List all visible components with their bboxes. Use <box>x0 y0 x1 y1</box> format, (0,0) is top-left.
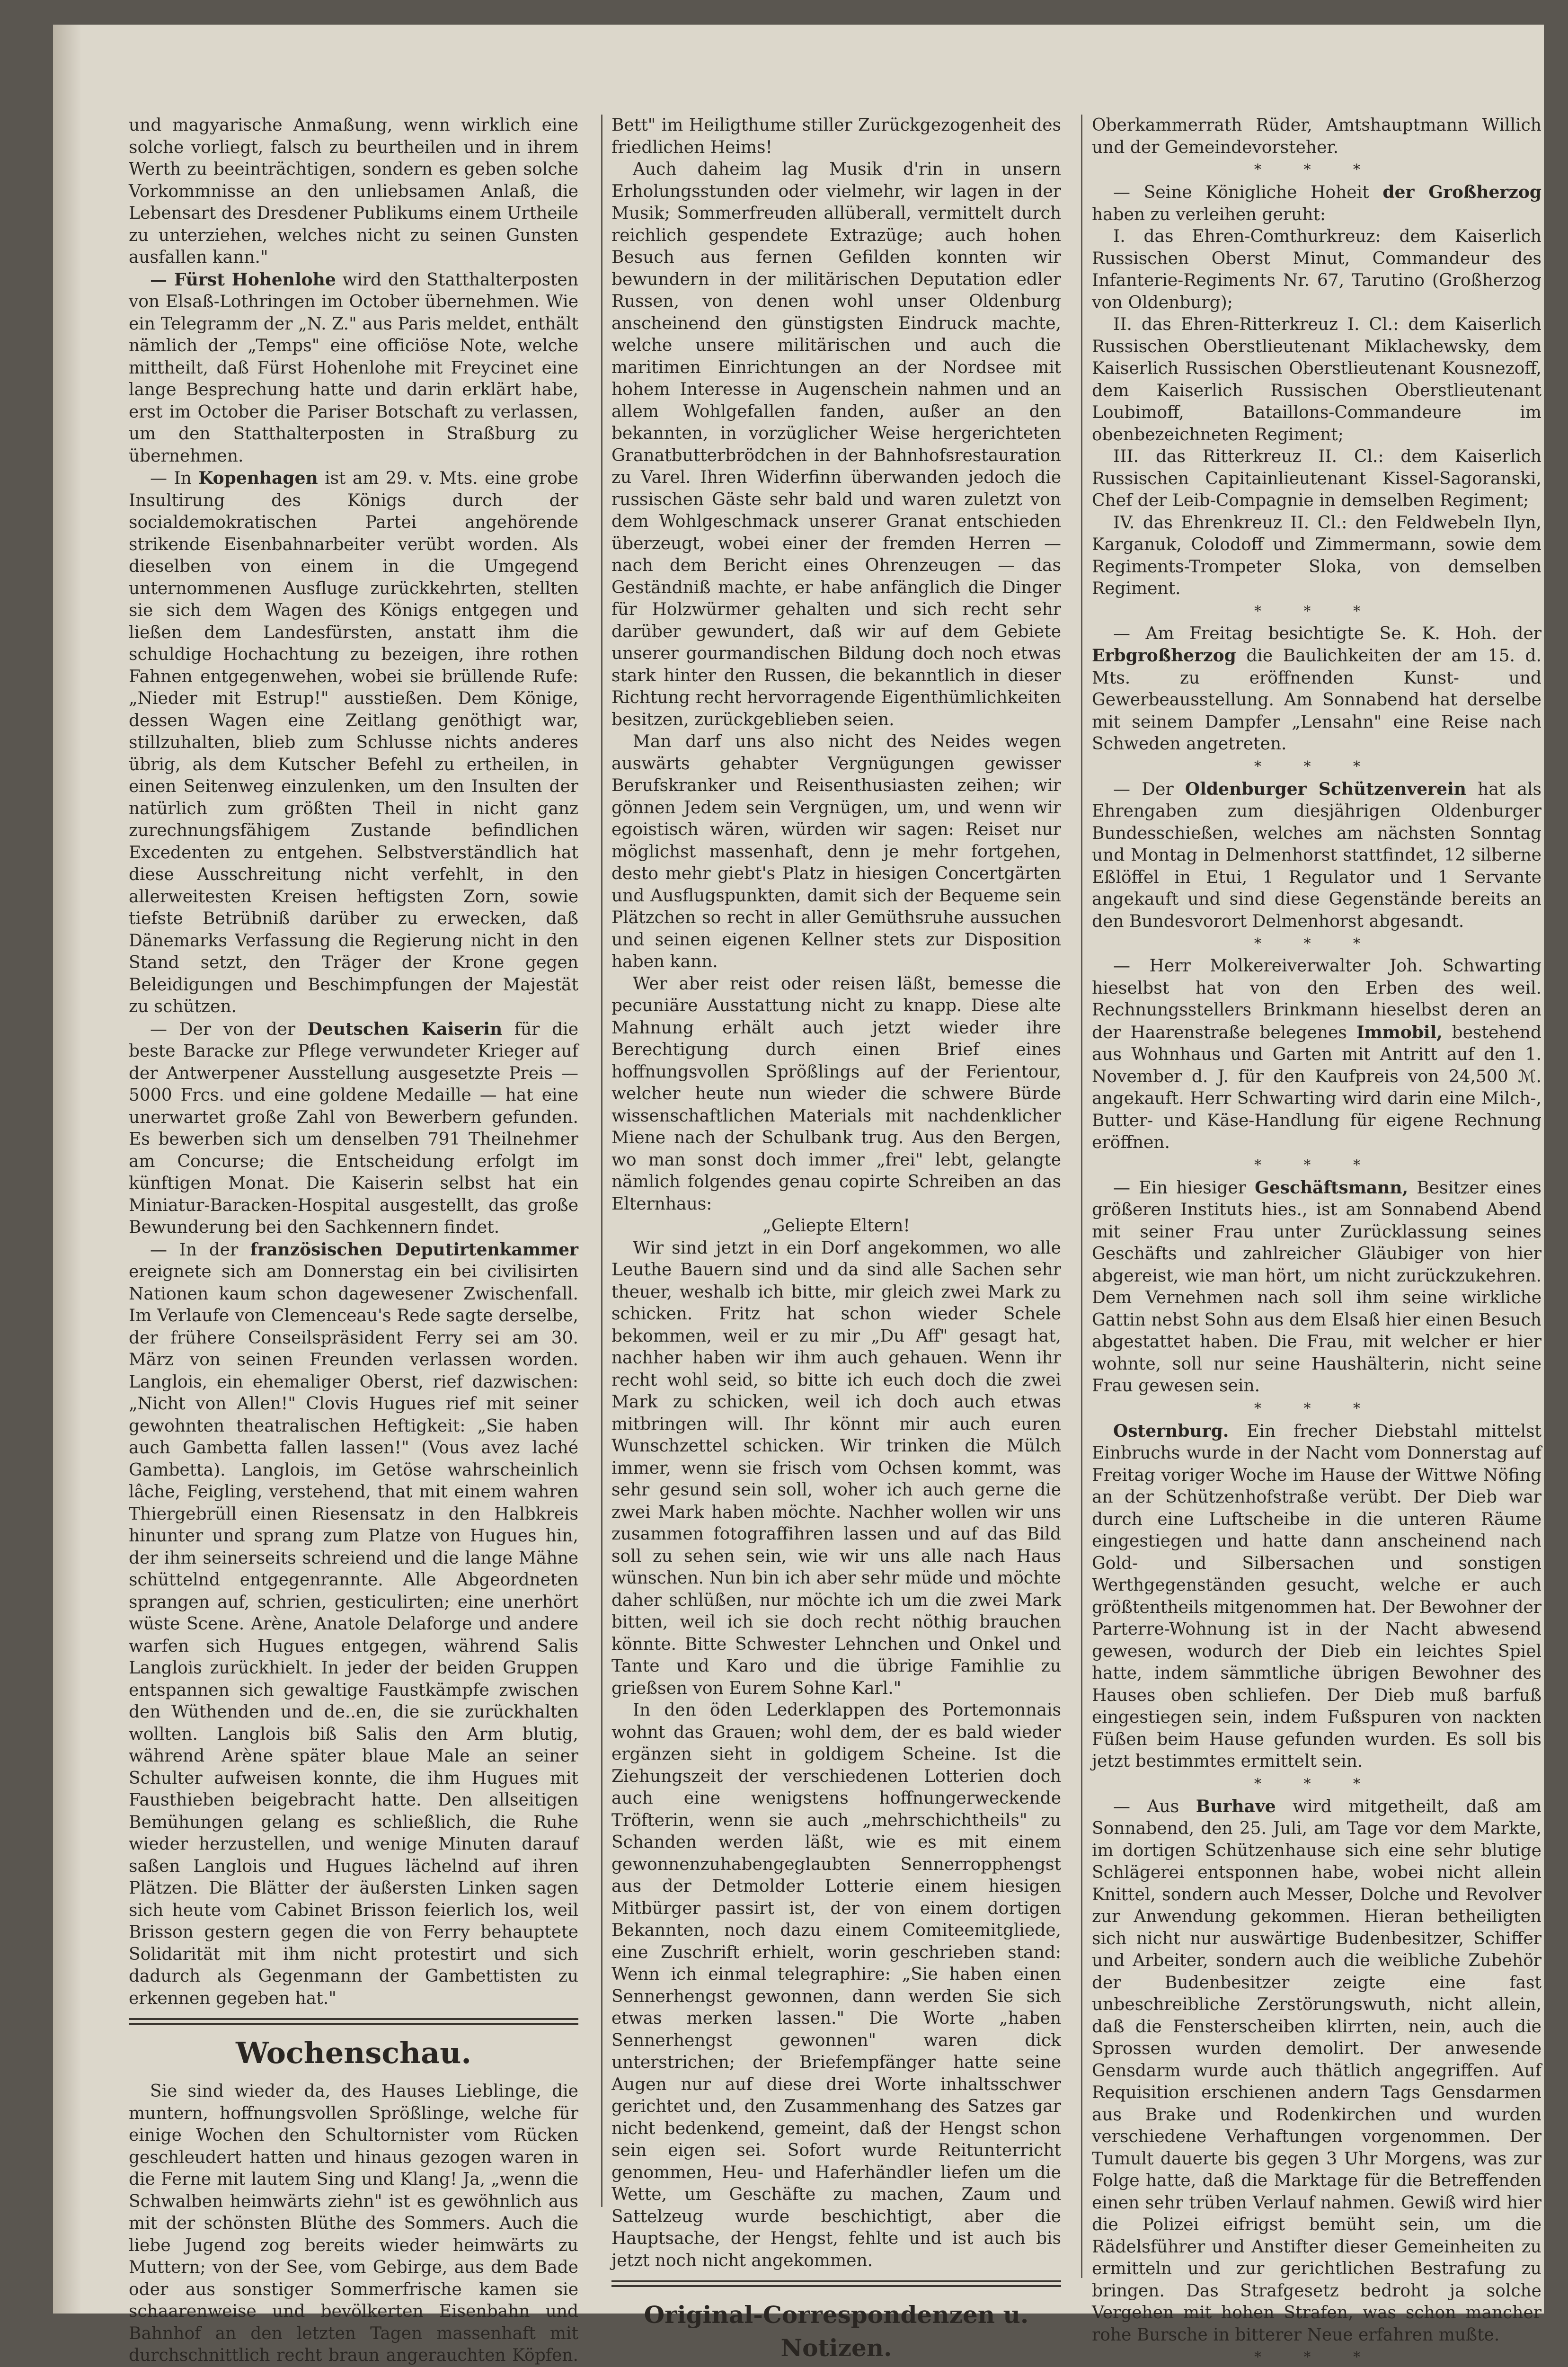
separator-stars: * * * <box>1254 935 1380 952</box>
column-left <box>129 115 578 2367</box>
letter-body: Wir sind jetzt in ein Dorf angekommen, wo alle Leuthe Bauern sind und da sind alle Sachen sehr theuer, weshalb ich bitte, mir gleich zwei Mark zu schicken. Fritz hat schon wieder Schele bekommen, weil er zu mir „Du Aff" gesagt hat, nachher haben wir ihm auch gehauen. Wenn ihr recht wohl seid, so bitte ich euch doch die zwei Mark zu schicken, weil ich doch auch etwas mitbringen will. Ihr könnt mir auch euren Wunschzettel schicken. Wir trinken die Mülch immer, wenn sie frisch vom Ochsen kommt, was sehr gesund sein soll, woher ich auch gerne die zwei Mark haben möchte. Nachher wollen wir uns zusammen fotograffihren lassen und auf das Bild soll zu sehen sein, wie wir uns alle nach Haus wünschen. Nun bin ich aber sehr müde und möchte daher schlüßen, nur möchte ich um die zwei Mark bitten, weil ich sie doch recht nöthig brauchen könnte. Bitte Schwester Lehnchen und Onkel und Tante und Karo und die übrige Famihlie zu grießsen von Eurem Sohne Karl." <box>611 1238 1061 1698</box>
article-paragraph: In den öden Lederklappen des Portemonnais wohnt das Grauen; wohl dem, der es bald wieder ergänzen sieht in goldigem Scheine. Ist die Ziehungszeit der verschiedenen Lotterien doch auch eine wenigstens hoffnungerweckende Tröfterin, wenn sie auch „mehrschichtheils" zu Schanden werden läßt, wie es mit einem gewonnenzuhabengeglaubten Sennerropphengst aus der Detmolder Lotterie einem hiesigen Mitbürger passirt ist, der von einem dortigen Bekannten, noch dazu einem Comiteemitgliede, eine Zuschrift erhielt, worin geschrieben stand: Wenn ich einmal telegraphire: „Sie haben einen Sennerhengst gewonnen, dann werden Sie sich etwas merken lassen." Die Worte „haben Sennerhengst gewonnen" waren dick unterstrichen; der Briefempfänger hatte seine Augen nur auf diese drei Worte inhaltsschwer gerichtet und, den Zusammenhang des Satzes gar nicht bedenkend, gemeint, daß der Hengst schon sein eigen sei. Sofort wurde Reitunterricht genommen, Heu- und Haferhändler liefen um die Wette, um Geschäfte zu machen, Zaum und Sattelzeug wurde beschichtigt, aber die Hauptsache, der Hengst, fehlte und ist auch bis jetzt noch nicht angekommen. <box>611 1700 1061 2270</box>
section-heading-wochenschau: Wochenschau. <box>236 2036 471 2070</box>
article-paragraph: Sie sind wieder da, des Hauses Lieblinge, die muntern, hoffnungsvollen Sprößlinge, welche für einige Wochen den Schultornister vom Rücken geschleudert hatten und hinaus gezogen waren in die Ferne mit lautem Sing und Klang! Ja, „wenn die Schwalben heimwärts ziehn" ist es gewöhnlich aus mit der schönsten Blüthe des Sommers. Auch die liebe Jugend zog bereits wieder heimwärts zu Muttern; von der See, vom Gebirge, aus dem Bade oder aus sonstiger Sommerfrische kamen sie schaarenweise und bevölkerten Eisenbahn und Bahnhof an den letzten Tagen massenhaft mit durchschnittlich recht braun angerauchten Köpfen. <box>129 2082 578 2365</box>
order-item: II. das Ehren-Ritterkreuz I. Cl.: dem Kaiserlich Russischen Oberstlieutenant Miklachewsky, dem Kaiserlich Russischen Oberstlieutenant Kousnezoff, dem Kaiserlich Russischen Oberstlieutenant Loubimoff, Bataillons-Commandeure im obenbezeichneten Regiment; <box>1092 315 1541 445</box>
order-item: I. das Ehren-Comthurkreuz: dem Kaiserlich Russischen Oberst Minut, Commandeur des Infanterie-Regiments Nr. 67, Tarutino (Großherzog von Oldenburg); <box>1092 227 1541 312</box>
section-divider <box>129 2018 578 2025</box>
separator-stars: * * * <box>1254 758 1380 775</box>
article-deputirtenkammer: — In der französischen Deputirtenkammer ereignete sich am Donnerstag ein bei civilisirten Nationen kaum schon dagewesener Zwischenfall. Im Verlaufe von Clemenceau's Rede sagte derselbe, der frühere Conseilspräsident Ferry sei am 30. März von seinen Freunden verlassen worden. Langlois, ein ehemaliger Oberst, rief dazwischen: „Nicht von Allen!" Clovis Hugues rief mit seiner gewohnten theatralischen Heftigkeit: „Sie haben auch Gambetta fallen lassen!" (Vous avez laché Gambetta). Langlois, im Getöse wahrscheinlich lâche, Feigling, verstehend, that mit einem wahren Thiergebrüll einen Riesensatz in den Halbkreis hinunter und sprang zum Platze von Hugues hin, der ihm seinerseits schreiend und die lange Mähne schüttelnd entgegenrannte. Alle Abgeordneten sprangen auf, schrien, gesticulirten; eine unerhört wüste Scene. Arène, Anatole Delaforge und andere warfen sich Hugues entgegen, während Salis Langlois zurückhielt. In jeder der beiden Gruppen entspannen sich gewaltige Faustkämpfe zwischen den Wüthenden und de..en, die sie zurückhalten wollten. Langlois biß Salis den Arm blutig, während Arène später blaue Male an seiner Schulter aufweisen konnte, die ihm Hugues mit Fausthieben beigebracht hatte. Den allseitigen Bemühungen gelang es schließlich, die Ruhe wieder herzustellen, und wenige Minuten darauf saßen Langlois und Hugues lächelnd auf ihren Plätzen. Die Blätter der äußersten Linken sagen sich heute vom Cabinet Brisson feierlich los, weil Brisson gestern gegen die von Ferry behauptete Solidarität mit ihm nicht protestirt und sich dadurch als Gegenmann der Gambettisten zu erkennen gegeben hat." <box>129 1239 578 2008</box>
article-paragraph: und magyarische Anmaßung, wenn wirklich eine solche vorliegt, falsch zu beurtheilen und in ihrem Werth zu beeinträchtigen, sondern es geben solche Vorkommnisse an den unliebsamen Anlaß, die Lebensart des Dresdener Publikums einem Urtheile zu unterziehen, welches nicht zu seinen Gunsten ausfallen kann." <box>129 116 578 267</box>
article-paragraph: Man darf uns also nicht des Neides wegen auswärts gehabter Vergnügungen gewisser Berufskranker und Reisenthusiasten zeihen; wir gönnen Jedem sein Vergnügen, um, und wenn wir egoistisch wären, würden wir sagen: Reiset nur möglichst massenhaft, denn je mehr fortgehen, desto mehr giebt's Platz in hiesigen Concertgärten und Ausflugspunkten, damit sich der Bequeme sein Plätzchen so recht in aller Gemüthsruhe aussuchen und seinen eigenen Kellner stets zur Disposition haben kann. <box>611 732 1061 971</box>
order-item: IV. das Ehrenkreuz II. Cl.: den Feldwebeln Ilyn, Karganuk, Colodoff und Zimmermann, sowie dem Regiments-Trompeter Sloka, von demselben Regiment. <box>1092 513 1541 598</box>
article-immobil: — Herr Molkereiverwalter Joh. Schwarting hieselbst hat von den Erben des weil. Rechnungsstellers Brinkmann hieselbst deren an der Haarenstraße belegenes Immobil, bestehend aus Wohnhaus und Garten mit Antritt auf den 1. November d. J. für den Kaufpreis von 24,500 ℳ. angekauft. Herr Schwarting wird darin eine Milch-, Butter- und Käse-Handlung für eigene Rechnung eröffnen. <box>1092 956 1542 1152</box>
article-geschaeftsmann: — Ein hiesiger Geschäftsmann, Besitzer eines größeren Instituts hies., ist am Sonnabend Abend mit seiner Frau unter Zurücklassung seines Geschäfts und zahlreicher Gläubiger von hier abgereist, wie man hört, um nicht zurückzukehren. Dem Vernehmen nach soll ihm seine wirkliche Gattin nebst Sohn aus dem Elsaß hier einen Besuch abgestattet haben. Die Frau, mit welcher er hier wohnte, soll nur seine Haushälterin, nicht seine Frau gewesen sein. <box>1092 1177 1541 1396</box>
newspaper-page <box>53 25 1544 2366</box>
order-item: III. das Ritterkreuz II. Cl.: dem Kaiserlich Russischen Capitainlieutenant Kissel-Sagoranski, Chef der Leib-Compagnie in demselben Regiment; <box>1092 447 1541 510</box>
article-hohenlohe: — Fürst Hohenlohe wird den Statthalterposten von Elsaß-Lothringen im October übernehmen. Wie ein Telegramm der „N. Z." aus Paris meldet, enthält nämlich der „Temps" eine officiöse Note, welche mittheilt, daß Fürst Hohenlohe mit Freycinet eine lange Besprechung hatte und darin erklärt habe, erst im October die Pariser Botschaft zu verlassen, um den Statthalterposten in Straßburg zu übernehmen. <box>129 269 579 466</box>
section-heading-correspondenzen: Original-Correspondenzen u. Notizen. <box>644 2301 1029 2362</box>
section-divider <box>611 2280 1061 2287</box>
separator-stars: * * * <box>1254 603 1380 620</box>
column-right <box>1092 115 1541 2367</box>
letter-greeting: „Geliepte Eltern! <box>762 1216 910 1236</box>
column-rule <box>601 115 602 2207</box>
article-kopenhagen: — In Kopenhagen ist am 29. v. Mts. eine grobe Insultirung des Königs durch der socialdemokratischen Partei angehörende strikende Eisenbahnarbeiter verübt worden. Als dieselben von einem in die Umgegend unternommenen Ausfluge zurückkehrten, stellten sie sich dem Wagen des Königs entgegen und ließen dem Landesfürsten, anstatt ihm die schuldige Hochachtung zu bezeigen, ihre rothen Fahnen entgegenwehen, wobei sie brüllende Rufe: „Nieder mit Estrup!" ausstießen. Dem Könige, dessen Wagen eine Zeitlang genöthigt war, stillzuhalten, blieb zum Schlusse nichts anderes übrig, als dem Kutscher Befehl zu ertheilen, in einen Seitenweg einzulenken, um den Insulten der natürlich zum größten Theil in nicht ganz zurechnungsfähigem Zustande befindlichen Excedenten zu entgehen. Selbstverständlich hat diese Ausschreitung nicht verfehlt, in den allerweitesten Kreisen heftigsten Zorn, sowie tiefste Betrübniß darüber zu erwecken, daß Dänemarks Verfassung die Regierung nicht in den Stand setzt, den Träger der Krone gegen Beleidigungen und Beschimpfungen der Majestät zu schützen. <box>129 468 578 1016</box>
article-paragraph: Bett" im Heiligthume stiller Zurückgezogenheit des friedlichen Heims! <box>611 116 1061 157</box>
article-kaiserin: — Der von der Deutschen Kaiserin für die beste Baracke zur Pflege verwundeter Krieger auf der Antwerpener Ausstellung ausgesetzte Preis — 5000 Frcs. und eine goldene Medaille — hat eine unerwartet große Zahl von Bewerbern gefunden. Es bewerben sich um denselben 791 Theilnehmer am Concurse; die Entscheidung erfolgt im künftigen Monat. Die Kaiserin selbst hat ein Miniatur-Baracken-Hospital ausgestellt, das große Bewunderung bei den Sachkennern findet. <box>129 1019 579 1237</box>
article-erbgrossherzog: — Am Freitag besichtigte Se. K. Hoh. der Erbgroßherzog die Baulichkeiten der am 15. d. Mts. zu eröffnenden Kunst- und Gewerbeausstellung. Am Sonnabend hat derselbe mit seinem Dampfer „Lensahn" eine Reise nach Schweden angetreten. <box>1092 623 1541 754</box>
article-paragraph: Auch daheim lag Musik d'rin in unsern Erholungsstunden oder vielmehr, wir lagen in der Musik; Sommerfreuden allüberall, vermittelt durch reichlich gespendete Extrazüge; auch hohen Besuch aus fernen Gefilden konnten wir bewundern in der militärischen Deputation edler Russen, von denen wohl unser Oldenburg anscheinend den günstigsten Eindruck machte, welche unsere militärischen und auch die maritimen Einrichtungen an der Nordsee mit hohem Interesse in Augenschein nahmen und an allem Wohlgefallen fanden, außer an den bekannten, in vorzüglicher Weise hergerichteten Granatbutterbrödchen in der Bahnhofsrestauration zu Varel. Ihren Widerfinn überwanden jedoch die russischen Gäste sehr bald und waren zuletzt von dem Wohlgeschmack unserer Granat entschieden überzeugt, wobei einer der fremden Herren — nach dem Bericht eines Ohrenzeugen — das Geständniß machte, er habe anfänglich die Dinger für Holzwürmer gehalten und sich recht sehr darüber gewundert, daß wir auf dem Gebiete unserer gourmandischen Bildung doch noch etwas stark hinter den Russen, die bekanntlich in dieser Richtung recht hervorragende Eigenthümlichkeiten besitzen, zurückgeblieben seien. <box>611 160 1061 730</box>
separator-stars: * * * <box>1254 161 1380 178</box>
article-paragraph: Oberkammerrath Rüder, Amtshauptmann Willich und der Gemeindevorsteher. <box>1092 116 1541 157</box>
article-schuetzenverein: — Der Oldenburger Schützenverein hat als Ehrengaben zum diesjährigen Oldenburger Bundesschießen, welches am nächsten Sonntag und Montag in Delmenhorst stattfindet, 12 silberne Eßlöffel in Etui, 1 Regulator und 1 Servante angekauft und sind diese Gegenstände bereits an den Bundesvorort Delmenhorst abgesandt. <box>1092 779 1541 931</box>
column-rule <box>1081 115 1082 2278</box>
article-orders: — Seine Königliche Hoheit der Großherzog haben zu verleihen geruht: <box>1092 182 1542 224</box>
article-burhave: — Aus Burhave wird mitgetheilt, daß am Sonnabend, den 25. Juli, am Tage vor dem Markte, im dortigen Schützenhause sich eine sehr blutige Schlägerei entsponnen habe, wobei nicht allein Knittel, sondern auch Messer, Dolche und Revolver zur Anwendung gekommen. Hieran betheiligten sich nicht nur auswärtige Budenbesitzer, Schiffer und Arbeiter, sondern auch die weibliche Zubehör der Budenbesitzer zeigte eine fast unbeschreibliche Zerstörungswuth, nicht allein, daß die Fensterscheiben klirrten, nein, auch die Sprossen wurden demolirt. Der anwesende Gensdarm wurde auch thätlich angegriffen. Auf Requisition erschienen andern Tags Gensdarmen aus Brake und Rodenkirchen und wurden verschiedene Verhaftungen vorgenommen. Der Tumult dauerte bis gegen 3 Uhr Morgens, was zur Folge hatte, daß die Marktage für die Betreffenden einen sehr trüben Verlauf nahmen. Gewiß wird hier die Polizei eifrigst bemüht sein, um die Rädelsführer und Anstifter dieser Gemeinheiten zu ermitteln und zur gerichtlichen Bestrafung zu bringen. Das Strafgesetz bedroht ja solche Vergehen mit hohen Strafen, was schon mancher rohe Bursche in bitterer Neue erfahren mußte. <box>1092 1796 1542 2345</box>
separator-stars: * * * <box>1254 2349 1380 2366</box>
separator-stars: * * * <box>1254 1157 1380 1174</box>
page-spine-shadow <box>53 25 81 2314</box>
article-osternburg: Osternburg. Ein frecher Diebstahl mittelst Einbruchs wurde in der Nacht vom Donnerstag auf Freitag voriger Woche im Hause der Wittwe Nöfing an der Schützenhofstraße verübt. Der Dieb war durch eine Luftscheibe in die unteren Räume eingestiegen und hatte dann anscheinend nach Gold- und Silbersachen und sonstigen Werthgegenständen gesucht, welche er auch größtentheils mitgenommen hat. Der Bewohner der Parterre-Wohnung ist in der Nacht abwesend gewesen, wodurch der Dieb ein leichtes Spiel hatte, indem sämmtliche übrigen Bewohner des Hauses oben schliefen. Der Dieb muß barfuß eingestiegen sein, indem Fußspuren von nackten Füßen beim Hause gefunden wurden. Es soll bis jetzt bestimmtes ermittelt sein. <box>1092 1421 1541 1771</box>
article-paragraph: Wer aber reist oder reisen läßt, bemesse die pecuniäre Ausstattung nicht zu knapp. Diese alte Mahnung erhält auch jetzt wieder ihre Berechtigung durch einen Brief eines hoffnungsvollen Sprößlings auf der Ferientour, welcher heute nun wieder die schwere Bürde wissenschaftlichen Materials mit nachdenklicher Miene nach der Schulbank trug. Aus den Bergen, wo man sonst doch immer „frei" lebt, gelangte nämlich folgendes genau copirte Schreiben an das Elternhaus: <box>611 974 1061 1214</box>
separator-stars: * * * <box>1254 1775 1380 1792</box>
separator-stars: * * * <box>1254 1400 1380 1417</box>
column-middle <box>611 115 1061 2367</box>
